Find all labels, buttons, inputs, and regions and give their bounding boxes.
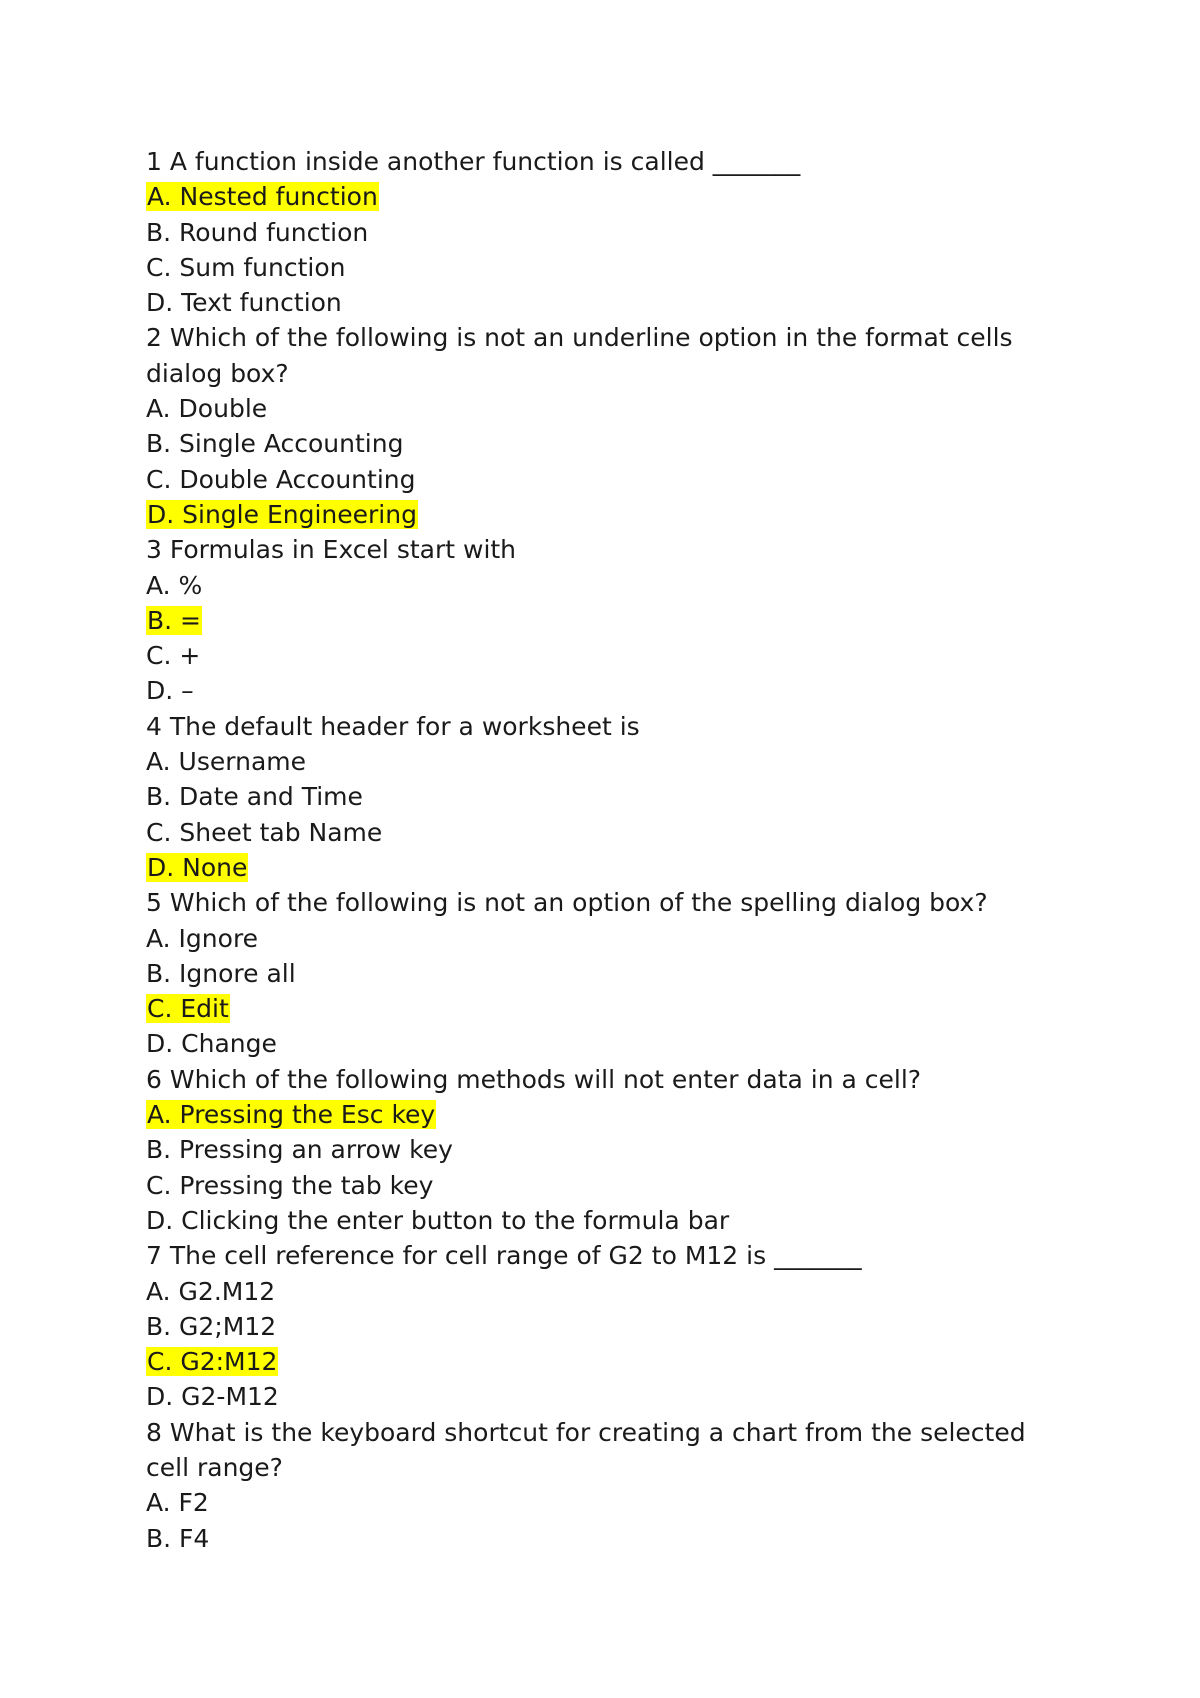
option-text: D. Text function xyxy=(146,288,342,318)
option xyxy=(146,921,1076,956)
question-text: 8 What is the keyboard shortcut for creating a chart from the selected cell range? xyxy=(146,1417,1034,1482)
option xyxy=(146,779,1076,814)
option-text: B. Round function xyxy=(146,217,369,247)
option xyxy=(146,1132,1076,1167)
question-text: 2 Which of the following is not an underline option in the format cells dialog box? xyxy=(146,323,1021,388)
option xyxy=(146,850,1076,885)
option-text: B. Ignore all xyxy=(146,958,296,988)
option xyxy=(146,991,1076,1026)
option-text: A. % xyxy=(146,570,203,600)
question-block xyxy=(146,532,1076,708)
question-text: 1 A function inside another function is called _______ xyxy=(146,147,801,176)
option xyxy=(146,1097,1076,1132)
question-text: 5 Which of the following is not an option of the spelling dialog box? xyxy=(146,888,988,918)
question-block xyxy=(146,709,1076,885)
option xyxy=(146,638,1076,673)
option xyxy=(146,285,1076,320)
option-text: D. Clicking the enter button to the formula bar xyxy=(146,1205,730,1235)
option xyxy=(146,1344,1076,1379)
question-block xyxy=(146,144,1076,320)
answer-highlight: C. G2:M12 xyxy=(147,1347,278,1377)
option xyxy=(146,1485,1076,1520)
option-text: C. Sheet tab Name xyxy=(146,817,383,847)
option xyxy=(146,1379,1076,1414)
option-text: B. G2;M12 xyxy=(146,1311,277,1341)
question-block xyxy=(146,1062,1076,1238)
option-text: B. Pressing an arrow key xyxy=(146,1135,453,1165)
option xyxy=(146,815,1076,850)
option xyxy=(146,497,1076,532)
option xyxy=(146,744,1076,779)
option-text: A. Username xyxy=(146,747,306,777)
question-block xyxy=(146,1238,1076,1414)
option-text: D. G2-M12 xyxy=(146,1382,279,1412)
option-text: A. Ignore xyxy=(146,923,259,953)
option-text: C. + xyxy=(146,641,201,671)
option-text: D. Change xyxy=(146,1029,277,1059)
option xyxy=(146,673,1076,708)
question-block xyxy=(146,320,1076,532)
option xyxy=(146,426,1076,461)
option-text: C. Double Accounting xyxy=(146,464,416,494)
answer-highlight: A. Nested function xyxy=(147,182,378,212)
option-text: A. G2.M12 xyxy=(146,1276,276,1306)
option xyxy=(146,1521,1076,1556)
question-text: 6 Which of the following methods will not enter data in a cell? xyxy=(146,1064,922,1094)
option-text: C. Pressing the tab key xyxy=(146,1170,434,1200)
answer-highlight: A. Pressing the Esc key xyxy=(147,1100,436,1130)
option-text: A. Double xyxy=(146,394,268,424)
option xyxy=(146,603,1076,638)
question-text: 7 The cell reference for cell range of G2 to M12 is _______ xyxy=(146,1241,862,1271)
option xyxy=(146,179,1076,214)
answer-highlight: D. None xyxy=(147,852,248,882)
question-block xyxy=(146,885,1076,1061)
option xyxy=(146,568,1076,603)
question-text: 3 Formulas in Excel start with xyxy=(146,535,517,565)
option xyxy=(146,1309,1076,1344)
option xyxy=(146,956,1076,991)
answer-highlight: C. Edit xyxy=(147,994,229,1024)
question-block xyxy=(146,1415,1076,1556)
option-text: B. F4 xyxy=(146,1523,210,1553)
answer-highlight: B. = xyxy=(147,605,201,635)
option xyxy=(146,1274,1076,1309)
option-text: B. Date and Time xyxy=(146,782,363,812)
option-text: D. – xyxy=(146,676,194,706)
option xyxy=(146,1026,1076,1061)
option xyxy=(146,1168,1076,1203)
question-text: 4 The default header for a worksheet is xyxy=(146,711,640,741)
option xyxy=(146,250,1076,285)
option-text: A. F2 xyxy=(146,1488,209,1518)
option-text: B. Single Accounting xyxy=(146,429,404,459)
answer-highlight: D. Single Engineering xyxy=(147,499,417,529)
quiz-content xyxy=(146,144,1076,1556)
option xyxy=(146,215,1076,250)
option xyxy=(146,462,1076,497)
option xyxy=(146,391,1076,426)
option-text: C. Sum function xyxy=(146,252,346,282)
option xyxy=(146,1203,1076,1238)
